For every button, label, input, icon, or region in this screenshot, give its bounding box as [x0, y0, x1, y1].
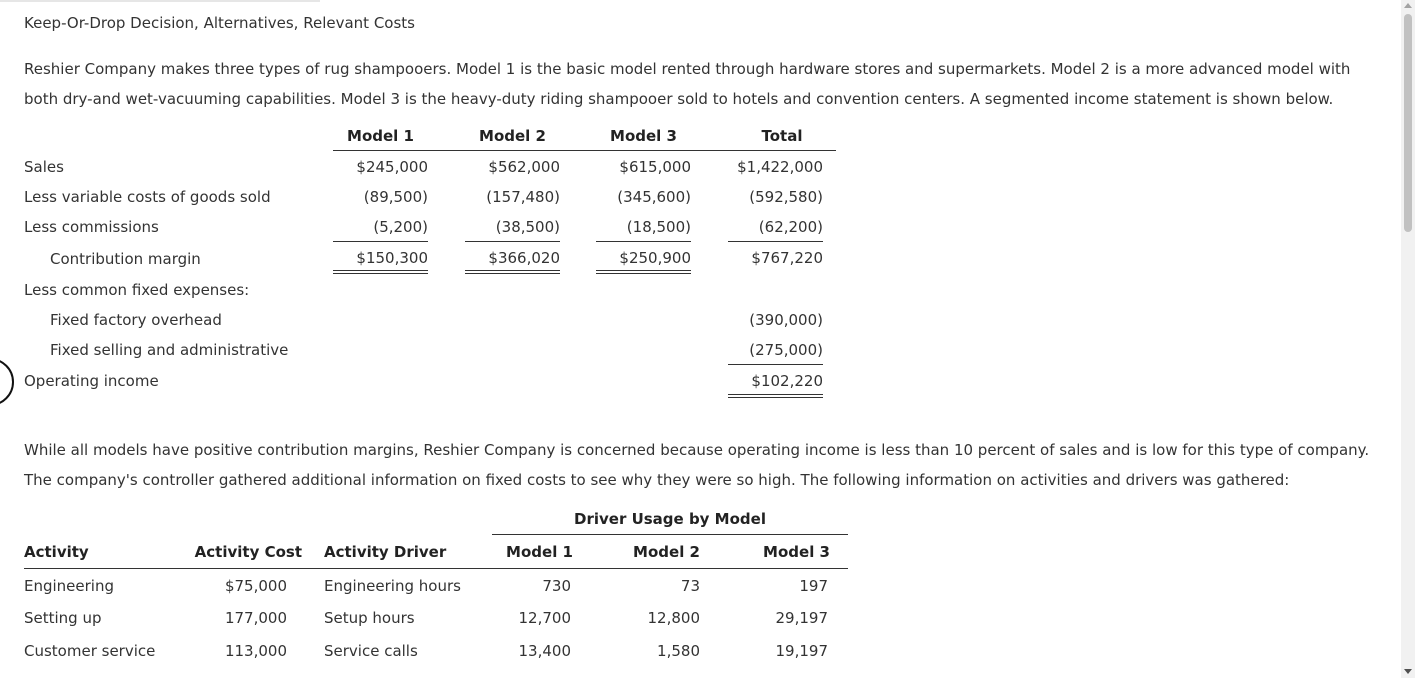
table-cell: 19,197	[775, 642, 828, 660]
row-label: Less commissions	[24, 218, 159, 236]
double-underline	[465, 273, 560, 274]
cell-value: $245,000	[356, 158, 428, 176]
table-cell: 197	[799, 577, 828, 595]
table-cell: Engineering hours	[324, 577, 461, 595]
table-cell: 177,000	[224, 609, 287, 627]
column-header: Model 2	[633, 543, 700, 561]
side-circle-marker	[0, 358, 14, 406]
column-header: Activity Cost	[194, 543, 302, 561]
column-header: Activity	[24, 543, 89, 561]
table-cell: 1,580	[657, 642, 700, 660]
cell-value: $562,000	[488, 158, 560, 176]
header-underline	[333, 150, 836, 151]
row-label: Fixed selling and administrative	[50, 341, 289, 359]
column-header: Model 2	[479, 127, 546, 145]
page-title: Keep-Or-Drop Decision, Alternatives, Relevant Costs	[24, 14, 415, 32]
subtotal-underline	[596, 241, 691, 242]
table-cell: 29,197	[775, 609, 828, 627]
table-cell: Engineering	[24, 577, 114, 595]
row-label: Operating income	[24, 372, 159, 390]
row-label: Sales	[24, 158, 64, 176]
cell-value: (592,580)	[749, 188, 823, 206]
double-underline	[596, 273, 691, 274]
double-underline	[728, 394, 823, 395]
table-cell: Setup hours	[324, 609, 415, 627]
subtotal-underline	[333, 241, 428, 242]
cell-value: (89,500)	[363, 188, 428, 206]
double-underline	[728, 397, 823, 398]
table-cell: 730	[542, 577, 571, 595]
table-cell: $75,000	[224, 577, 287, 595]
table-cell: 12,800	[647, 609, 700, 627]
table-cell: Service calls	[324, 642, 418, 660]
cell-value: (157,480)	[486, 188, 560, 206]
table-cell: 12,700	[518, 609, 571, 627]
cell-value: (62,200)	[758, 218, 823, 236]
row-label: Less common fixed expenses:	[24, 281, 250, 299]
cell-value: (390,000)	[749, 311, 823, 329]
subtotal-underline	[465, 241, 560, 242]
column-header: Activity Driver	[324, 543, 447, 561]
table-cell: 73	[680, 577, 700, 595]
intro-paragraph: Reshier Company makes three types of rug shampooers. Model 1 is the basic model rented through hardware stores and supermarkets. Model 2 is a more advanced model with both dry-and wet-vacuuming capabilities. Model 3 is the heavy-duty riding shampooer sold to hotels and convention centers. A segmented income statement is shown below.	[24, 60, 1351, 108]
cell-value: (5,200)	[373, 218, 428, 236]
row-label: Contribution margin	[50, 250, 201, 268]
scroll-up-arrow-icon[interactable]	[1404, 3, 1412, 8]
subtotal-underline	[728, 241, 823, 242]
paragraph-activities: While all models have positive contribution margins, Reshier Company is concerned because operating income is less than 10 percent of sales and is low for this type of company. The company's controller gathered additional information on fixed costs to see why they were so high. The following information on activities and drivers was gathered:	[24, 441, 1370, 489]
double-underline	[333, 270, 428, 271]
cell-value: $250,900	[619, 249, 691, 267]
table-cell: Customer service	[24, 642, 156, 660]
double-underline	[596, 270, 691, 271]
header-underline	[24, 568, 848, 569]
column-header: Model 1	[506, 543, 573, 561]
scrollbar-thumb[interactable]	[1404, 14, 1412, 232]
column-header: Model 3	[763, 543, 830, 561]
cell-value: $102,220	[751, 372, 823, 390]
cell-value: (18,500)	[626, 218, 691, 236]
column-header: Model 3	[610, 127, 677, 145]
cell-value: $615,000	[619, 158, 691, 176]
cell-value: (38,500)	[495, 218, 560, 236]
table-cell: Setting up	[24, 609, 102, 627]
scroll-down-arrow-icon[interactable]	[1404, 669, 1412, 674]
column-header: Model 1	[347, 127, 414, 145]
cell-value: $767,220	[751, 249, 823, 267]
subtotal-underline	[728, 364, 823, 365]
group-header-underline	[492, 534, 848, 535]
cell-value: (275,000)	[749, 341, 823, 359]
row-label: Less variable costs of goods sold	[24, 188, 271, 206]
top-divider	[0, 0, 320, 2]
cell-value: $1,422,000	[737, 158, 823, 176]
table-cell: 13,400	[518, 642, 571, 660]
vertical-scrollbar[interactable]	[1401, 0, 1415, 678]
cell-value: (345,600)	[617, 188, 691, 206]
group-header: Driver Usage by Model	[574, 510, 766, 528]
double-underline	[333, 273, 428, 274]
cell-value: $150,300	[356, 249, 428, 267]
cell-value: $366,020	[488, 249, 560, 267]
table-cell: 113,000	[224, 642, 287, 660]
row-label: Fixed factory overhead	[50, 311, 222, 329]
double-underline	[465, 270, 560, 271]
column-header: Total	[761, 127, 803, 145]
